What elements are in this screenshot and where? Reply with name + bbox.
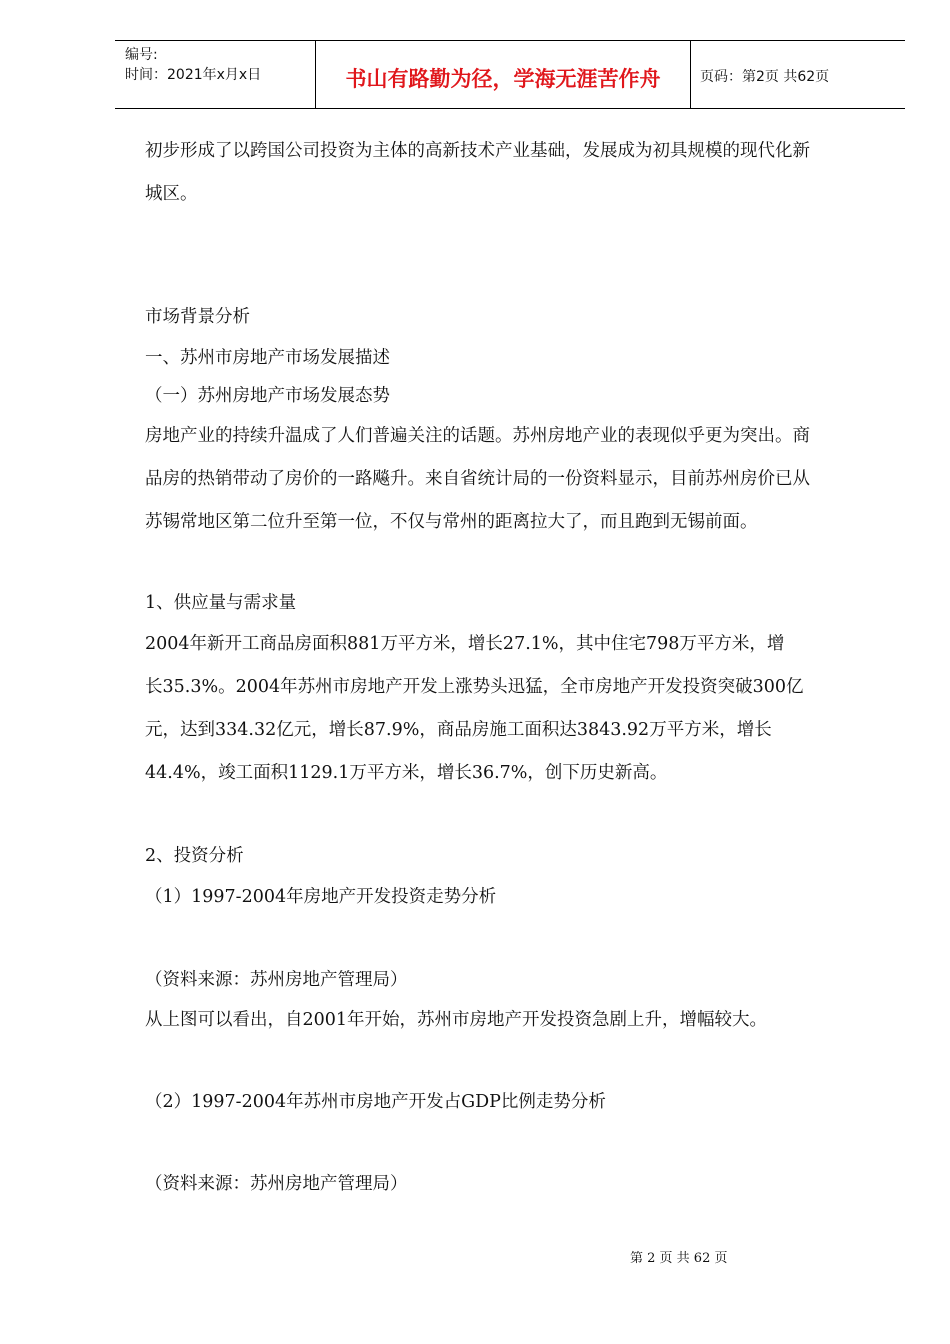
item2-title: 2、投资分析 <box>145 846 244 866</box>
item1-line-3: 元，达到334.32亿元，增长87.9%，商品房施工面积达3843.92万平方米，增长 <box>145 720 772 740</box>
para1-line-3: 苏锡常地区第二位升至第一位，不仅与常州的距离拉大了，而且跑到无锡前面。 <box>145 512 758 532</box>
heading-1: 一、苏州市房地产市场发展描述 <box>145 348 390 368</box>
serial-label: 编号: <box>125 47 158 63</box>
page-info: 页码：第2页 共62页 <box>700 69 830 85</box>
source-note-1: （资料来源：苏州房地产管理局） <box>145 970 408 990</box>
section-title: 市场背景分析 <box>145 307 250 327</box>
intro-line-2: 城区。 <box>145 184 198 204</box>
para1-line-1: 房地产业的持续升温成了人们普遍关注的话题。苏州房地产业的表现似乎更为突出。商 <box>145 426 810 446</box>
header-page-cell <box>690 41 905 108</box>
item1-line-2: 长35.3%。2004年苏州市房地产开发上涨势头迅猛，全市房地产开发投资突破300亿 <box>145 677 804 697</box>
page-footer: 第 2 页 共 62 页 <box>630 1251 728 1266</box>
heading-1-sub: （一）苏州房地产市场发展态势 <box>145 386 390 406</box>
source-note-2: （资料来源：苏州房地产管理局） <box>145 1174 408 1194</box>
item2-sub-1: （1）1997-2004年房地产开发投资走势分析 <box>145 887 497 907</box>
item1-line-4: 44.4%，竣工面积1129.1万平方米，增长36.7%，创下历史新高。 <box>145 763 668 783</box>
item1-title: 1、供应量与需求量 <box>145 593 297 613</box>
item2-sub-2: （2）1997-2004年苏州市房地产开发占GDP比例走势分析 <box>145 1092 606 1112</box>
item2-note: 从上图可以看出，自2001年开始，苏州市房地产开发投资急剧上升，增幅较大。 <box>145 1010 768 1030</box>
motto-text: 书山有路勤为径，学海无涯苦作舟 <box>345 67 661 91</box>
time-label: 时间：2021年x月x日 <box>125 67 262 83</box>
para1-line-2: 品房的热销带动了房价的一路飚升。来自省统计局的一份资料显示，目前苏州房价已从 <box>145 469 810 489</box>
item1-line-1: 2004年新开工商品房面积881万平方米，增长27.1%，其中住宅798万平方米，增 <box>145 634 785 654</box>
page-header <box>115 40 905 109</box>
header-meta-cell <box>115 41 315 108</box>
intro-line-1: 初步形成了以跨国公司投资为主体的高新技术产业基础，发展成为初具规模的现代化新 <box>145 141 810 161</box>
header-motto-cell <box>315 41 691 108</box>
